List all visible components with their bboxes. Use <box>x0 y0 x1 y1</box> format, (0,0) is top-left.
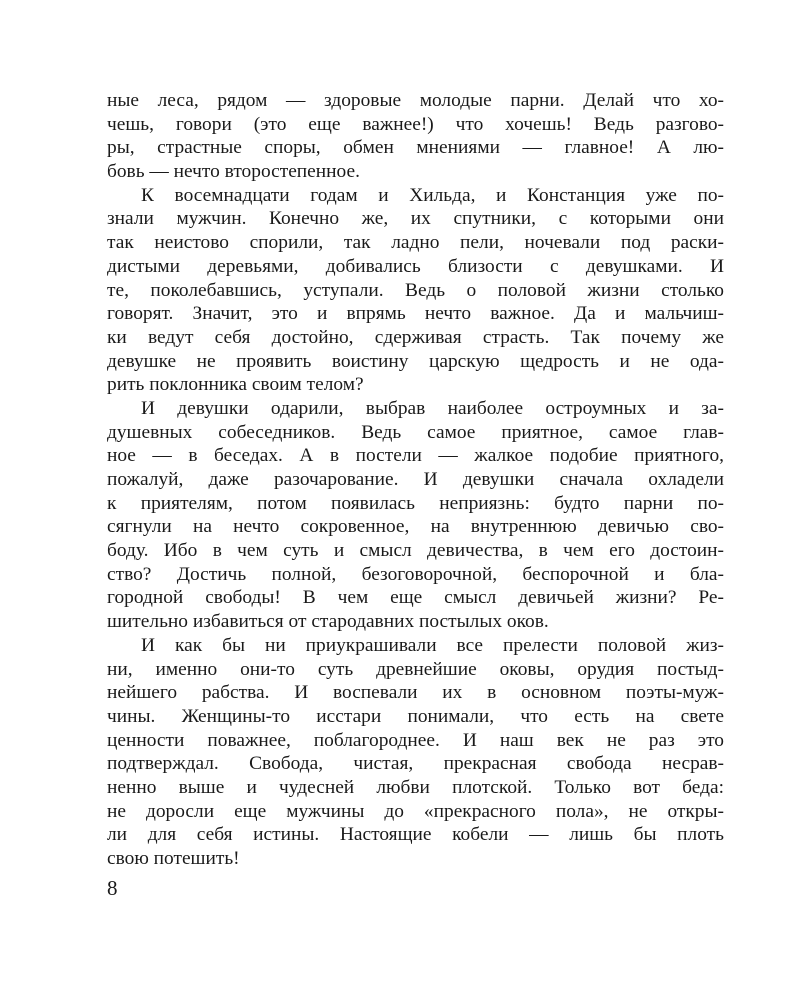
text-line: ки ведут себя достойно, сдерживая страсть. Так почему же <box>107 326 724 348</box>
text-line: городной свободы! В чем еще смысл девичьей жизни? Ре- <box>107 587 724 609</box>
text-line: К восемнадцати годам и Хильда, и Констанция уже по- <box>141 184 724 206</box>
text-line: к приятелям, потом появилась неприязнь: будто парни по- <box>107 492 724 514</box>
text-line: чины. Женщины-то исстари понимали, что есть на свете <box>107 705 724 727</box>
text-line: шительно избавиться от стародавних постылых оков. <box>107 611 549 633</box>
text-line: свою потешить! <box>107 848 240 869</box>
page-number: 8 <box>107 876 118 900</box>
text-line: И девушки одарили, выбрав наиболее остроумных и за- <box>141 397 724 419</box>
text-line: чешь, говори (это еще важнее!) что хочешь! Ведь разгово- <box>107 113 724 135</box>
text-line: ненно выше и чудесней любви плотской. Только вот беда: <box>107 776 724 798</box>
text-line: говорят. Значит, это и впрямь нечто важное. Да и мальчиш- <box>107 303 724 325</box>
body-text <box>107 89 724 871</box>
text-line: ли для себя истины. Настоящие кобели — лишь бы плоть <box>107 824 724 846</box>
text-line: ство? Достичь полной, безоговорочной, беспорочной и бла- <box>107 563 724 585</box>
text-line: ценности поважнее, поблагороднее. И наш век не раз это <box>107 729 724 751</box>
text-line: ни, именно они-то суть древнейшие оковы, орудия постыд- <box>107 658 724 680</box>
text-line: пожалуй, даже разочарование. И девушки сначала охладели <box>107 469 724 490</box>
text-line: так неистово спорили, так ладно пели, ночевали под раски- <box>107 232 724 254</box>
text-line: не доросли еще мужчины до «прекрасного пола», не откры- <box>107 800 724 822</box>
text-line: бовь — нечто второстепенное. <box>107 161 360 183</box>
text-line: девушке не проявить воистину царскую щедрость и не ода- <box>107 350 724 372</box>
text-line: те, поколебавшись, уступали. Ведь о половой жизни столько <box>107 279 724 301</box>
text-line: сягнули на нечто сокровенное, на внутреннюю девичью сво- <box>107 516 724 538</box>
text-line: рить поклонника своим телом? <box>107 374 364 396</box>
text-line: дистыми деревьями, добивались близости с девушками. И <box>107 255 724 277</box>
text-line: душевных собеседников. Ведь самое приятное, самое глав- <box>107 421 724 443</box>
text-line: знали мужчин. Конечно же, их спутники, с которыми они <box>107 208 724 230</box>
text-line: ное — в беседах. А в постели — жалкое подобие приятного, <box>107 445 724 467</box>
text-line: ры, страстные споры, обмен мнениями — главное! А лю- <box>107 137 724 159</box>
text-line: подтверждал. Свобода, чистая, прекрасная свобода несрав- <box>107 753 724 775</box>
text-line: нейшего рабства. И воспевали их в основном поэты-муж- <box>107 682 724 704</box>
text-line: ные леса, рядом — здоровые молодые парни. Делай что хо- <box>107 90 724 111</box>
text-line: И как бы ни приукрашивали все прелести половой жиз- <box>141 634 724 656</box>
text-line: боду. Ибо в чем суть и смысл девичества, в чем его достоин- <box>107 540 724 562</box>
